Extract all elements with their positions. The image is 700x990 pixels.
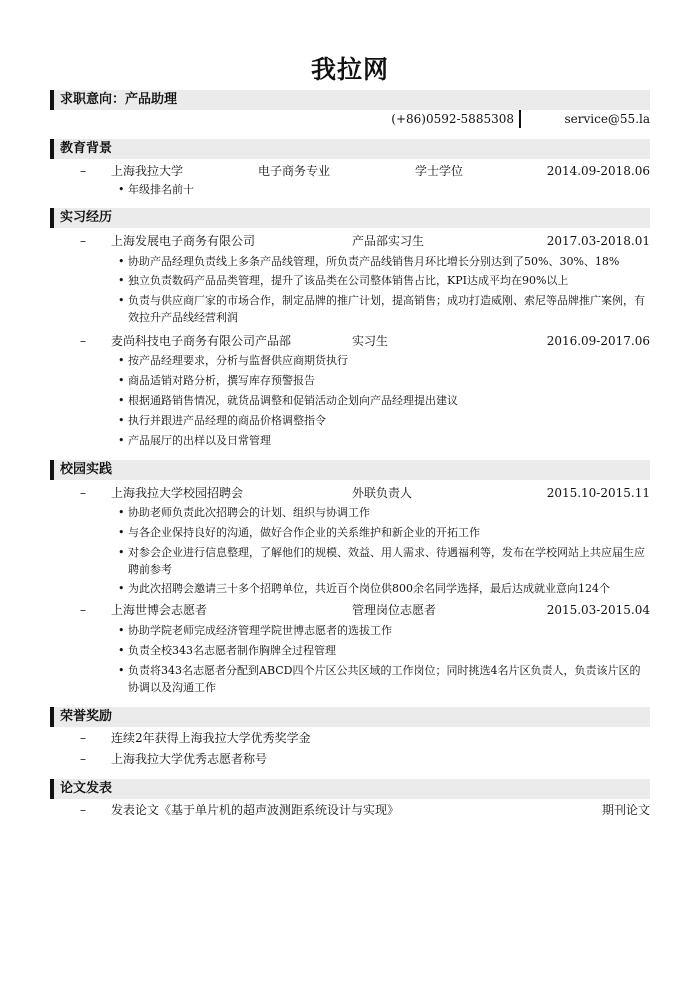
dash-marker: – [80, 731, 86, 745]
bullet-item: • 负责全校343名志愿者制作胸牌全过程管理 [118, 644, 336, 657]
company-name: 上海发展电子商务有限公司 [111, 234, 256, 248]
bullet-item: • 根据通路销售情况，就货品调整和促销活动企划向产品经理提出建议 [118, 394, 458, 407]
bullet-marker: • [118, 255, 125, 268]
bullet-marker: • [118, 624, 125, 637]
paper-type: 期刊论文 [601, 803, 650, 817]
bullet-item: • 协助学院老师完成经济管理学院世博志愿者的选拔工作 [118, 624, 392, 637]
date-range: 2017.03-2018.01 [546, 234, 650, 248]
degree: 学士学位 [415, 164, 464, 178]
campus-row [50, 484, 650, 502]
date-range: 2014.09-2018.06 [546, 164, 650, 178]
section-education [50, 139, 650, 159]
contact-row [50, 110, 650, 128]
candidate-name: 我拉网 [310, 55, 389, 84]
org-name: 上海我拉大学校园招聘会 [111, 486, 244, 500]
bullet-item: • 与各企业保持良好的沟通，做好合作企业的关系维护和新企业的开拓工作 [118, 526, 480, 539]
bullet-marker: • [118, 394, 125, 407]
contact-separator [519, 110, 521, 128]
bullet-marker: • [118, 434, 125, 447]
bullet-marker: • [118, 582, 125, 595]
dash-marker: – [80, 752, 86, 766]
experience-row [50, 332, 650, 350]
bullet-item: • 负责将343名志愿者分配到ABCD四个片区公共区域的工作岗位；同时挑选4名片区负责人，负责该片区的协调以及沟通工作 [118, 664, 641, 694]
section-title: 荣誉奖励 [60, 709, 113, 724]
award-text: 连续2年获得上海我拉大学优秀奖学金 [111, 731, 311, 745]
dash-marker: – [80, 164, 86, 178]
major: 电子商务专业 [258, 164, 331, 178]
experience-row [50, 232, 650, 250]
dash-marker: – [80, 803, 86, 817]
bullet-item: • 对参会企业进行信息整理，了解他们的规模、效益、用人需求、待遇福利等，发布在学校网站上共应届生应聘前参考 [118, 546, 645, 576]
bullet-item: • 产品展厅的出样以及日常管理 [118, 434, 271, 447]
job-intent: 求职意向：产品助理 [60, 92, 178, 107]
bullet-marker: • [118, 274, 125, 287]
bullet-item: • 协助产品经理负责线上多条产品线管理，所负责产品线销售月环比增长分别达到了50%、30%、18% [118, 255, 620, 268]
bullet-item: • 年级排名前十 [118, 183, 194, 196]
section-campus [50, 460, 650, 480]
bullet-marker: • [118, 664, 125, 677]
award-row [50, 729, 650, 747]
bullet-marker: • [118, 354, 125, 367]
bullet-item: • 独立负责数码产品品类管理，提升了该品类在公司整体销售占比，KPI达成平均在90%以上 [118, 274, 569, 287]
dash-marker: – [80, 334, 86, 348]
role: 管理岗位志愿者 [352, 603, 437, 617]
section-title: 论文发表 [60, 781, 113, 796]
company-name: 麦尚科技电子商务有限公司产品部 [111, 334, 292, 348]
phone-number: (+86)0592-5885308 [391, 112, 514, 126]
campus-row [50, 601, 650, 619]
bullet-item: • 执行并跟进产品经理的商品价格调整指令 [118, 414, 326, 427]
bullet-marker: • [118, 183, 125, 196]
bullet-marker: • [118, 526, 125, 539]
section-title: 教育背景 [60, 141, 113, 156]
section-title: 实习经历 [60, 210, 113, 225]
org-name: 上海世博会志愿者 [111, 603, 208, 617]
education-row [50, 162, 650, 180]
section-awards [50, 707, 650, 727]
bullet-marker: • [118, 294, 125, 307]
bullet-marker: • [118, 414, 125, 427]
date-range: 2015.10-2015.11 [546, 486, 650, 500]
section-intent [50, 90, 650, 110]
dash-marker: – [80, 603, 86, 617]
role: 外联负责人 [352, 486, 413, 500]
bullet-item: • 负责与供应商厂家的市场合作，制定品牌的推广计划，提高销售；成功打造威刚、索尼等品牌推广案例，有效拉升产品线经营利润 [118, 294, 645, 324]
bullet-marker: • [118, 546, 125, 559]
bullet-marker: • [118, 644, 125, 657]
date-range: 2016.09-2017.06 [546, 334, 650, 348]
school-name: 上海我拉大学 [111, 164, 184, 178]
bullet-item: • 协助老师负责此次招聘会的计划、组织与协调工作 [118, 506, 370, 519]
paper-title: 发表论文《基于单片机的超声波测距系统设计与实现》 [111, 803, 400, 817]
dash-marker: – [80, 486, 86, 500]
paper-row [50, 801, 650, 819]
role: 产品部实习生 [352, 234, 425, 248]
award-text: 上海我拉大学优秀志愿者称号 [111, 752, 268, 766]
bullet-marker: • [118, 506, 125, 519]
date-range: 2015.03-2015.04 [546, 603, 650, 617]
role: 实习生 [352, 334, 389, 348]
dash-marker: – [80, 234, 86, 248]
bullet-marker: • [118, 374, 125, 387]
bullet-item: • 商品适销对路分析，撰写库存预警报告 [118, 374, 315, 387]
section-title: 校园实践 [60, 462, 113, 477]
bullet-item: • 按产品经理要求，分析与监督供应商期货执行 [118, 354, 348, 367]
award-row [50, 750, 650, 768]
section-internship [50, 208, 650, 228]
bullet-item: • 为此次招聘会邀请三十多个招聘单位，共近百个岗位供800余名同学选择，最后达成就业意向124个 [118, 582, 610, 595]
section-papers [50, 779, 650, 799]
email-address: service@55.la [564, 112, 650, 126]
